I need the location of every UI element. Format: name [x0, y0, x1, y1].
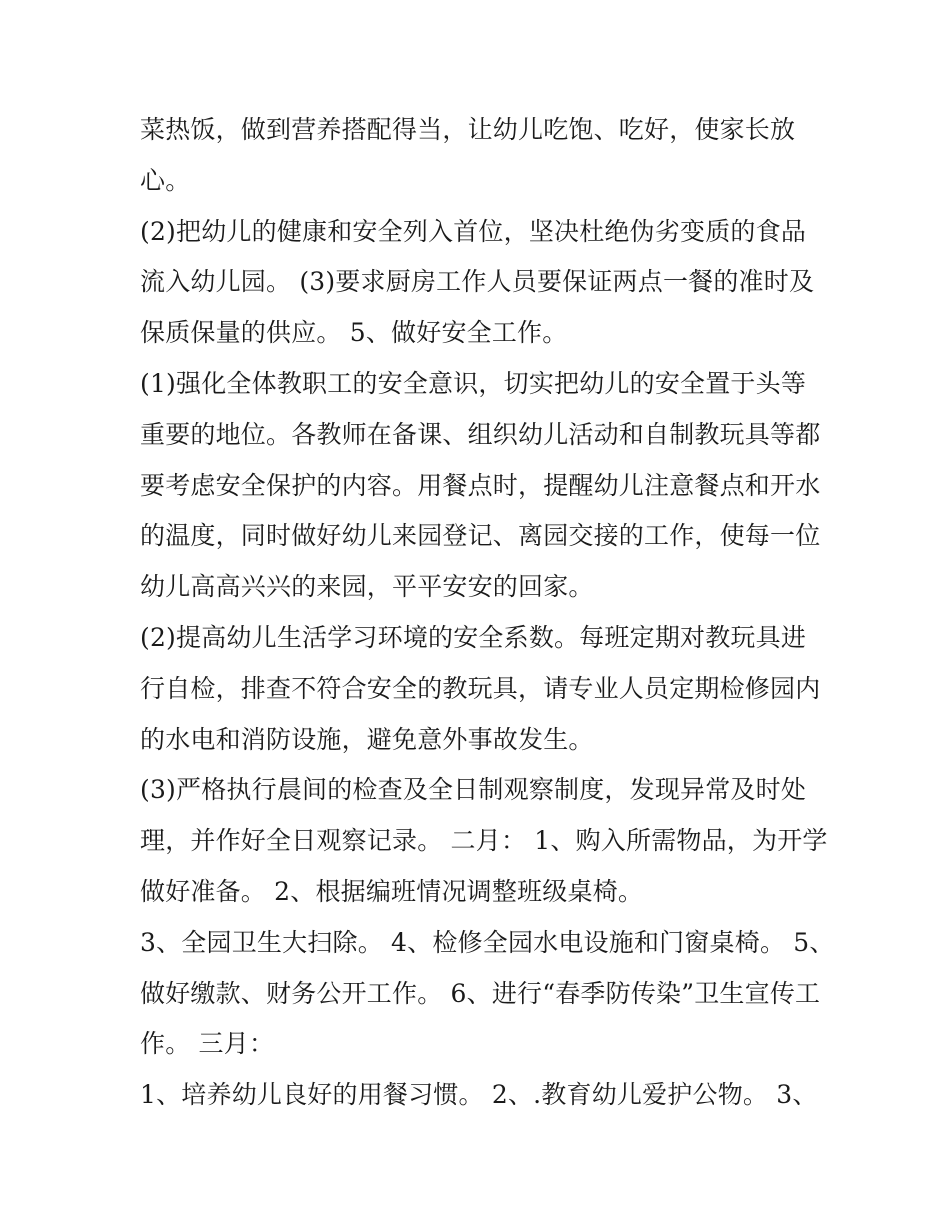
text-line: 要考虑安全保护的内容。用餐点时，提醒幼儿注意餐点和开水: [140, 470, 821, 500]
text-line: 做好准备。 2、根据编班情况调整班级桌椅。: [140, 876, 644, 906]
text-line: 幼儿高高兴兴的来园，平平安安的回家。: [140, 572, 594, 602]
text-line: 行自检，排查不符合安全的教玩具，请专业人员定期检修园内: [140, 673, 821, 703]
text-line: 的水电和消防设施，避免意外事故发生。: [140, 724, 594, 754]
text-line: (1)强化全体教职工的安全意识，切实把幼儿的安全置于头等: [140, 368, 807, 398]
body-text: [140, 105, 835, 1121]
text-line: 保质保量的供应。 5、做好安全工作。: [140, 318, 568, 348]
text-line: 重要的地位。各教师在备课、组织幼儿活动和自制教玩具等都: [140, 419, 821, 449]
text-line: 1、培养幼儿良好的用餐习惯。 2、.教育幼儿爱护公物。 3、: [140, 1080, 818, 1110]
text-line: 理，并作好全日观察记录。 二月： 1、购入所需物品，为开学: [140, 826, 828, 856]
text-line: 作。 三月：: [140, 1029, 275, 1059]
text-line: (2)把幼儿的健康和安全列入首位，坚决杜绝伪劣变质的食品: [140, 216, 807, 246]
text-line: 菜热饭，做到营养搭配得当，让幼儿吃饱、吃好，使家长放: [140, 115, 796, 144]
text-line: 心。: [140, 165, 191, 195]
text-line: 3、全园卫生大扫除。 4、检修全园水电设施和门窗桌椅。 5、: [140, 927, 835, 957]
text-line: 的温度，同时做好幼儿来园登记、离园交接的工作，使每一位: [140, 521, 821, 551]
text-line: 做好缴款、财务公开工作。 6、进行“春季防传染”卫生宣传工: [140, 978, 821, 1008]
text-line: (3)严格执行晨间的检查及全日制观察制度，发现异常及时处: [140, 775, 807, 805]
text-line: (2)提高幼儿生活学习环境的安全系数。每班定期对教玩具进: [140, 622, 807, 652]
text-line: 流入幼儿园。 (3)要求厨房工作人员要保证两点一餐的准时及: [140, 267, 815, 297]
